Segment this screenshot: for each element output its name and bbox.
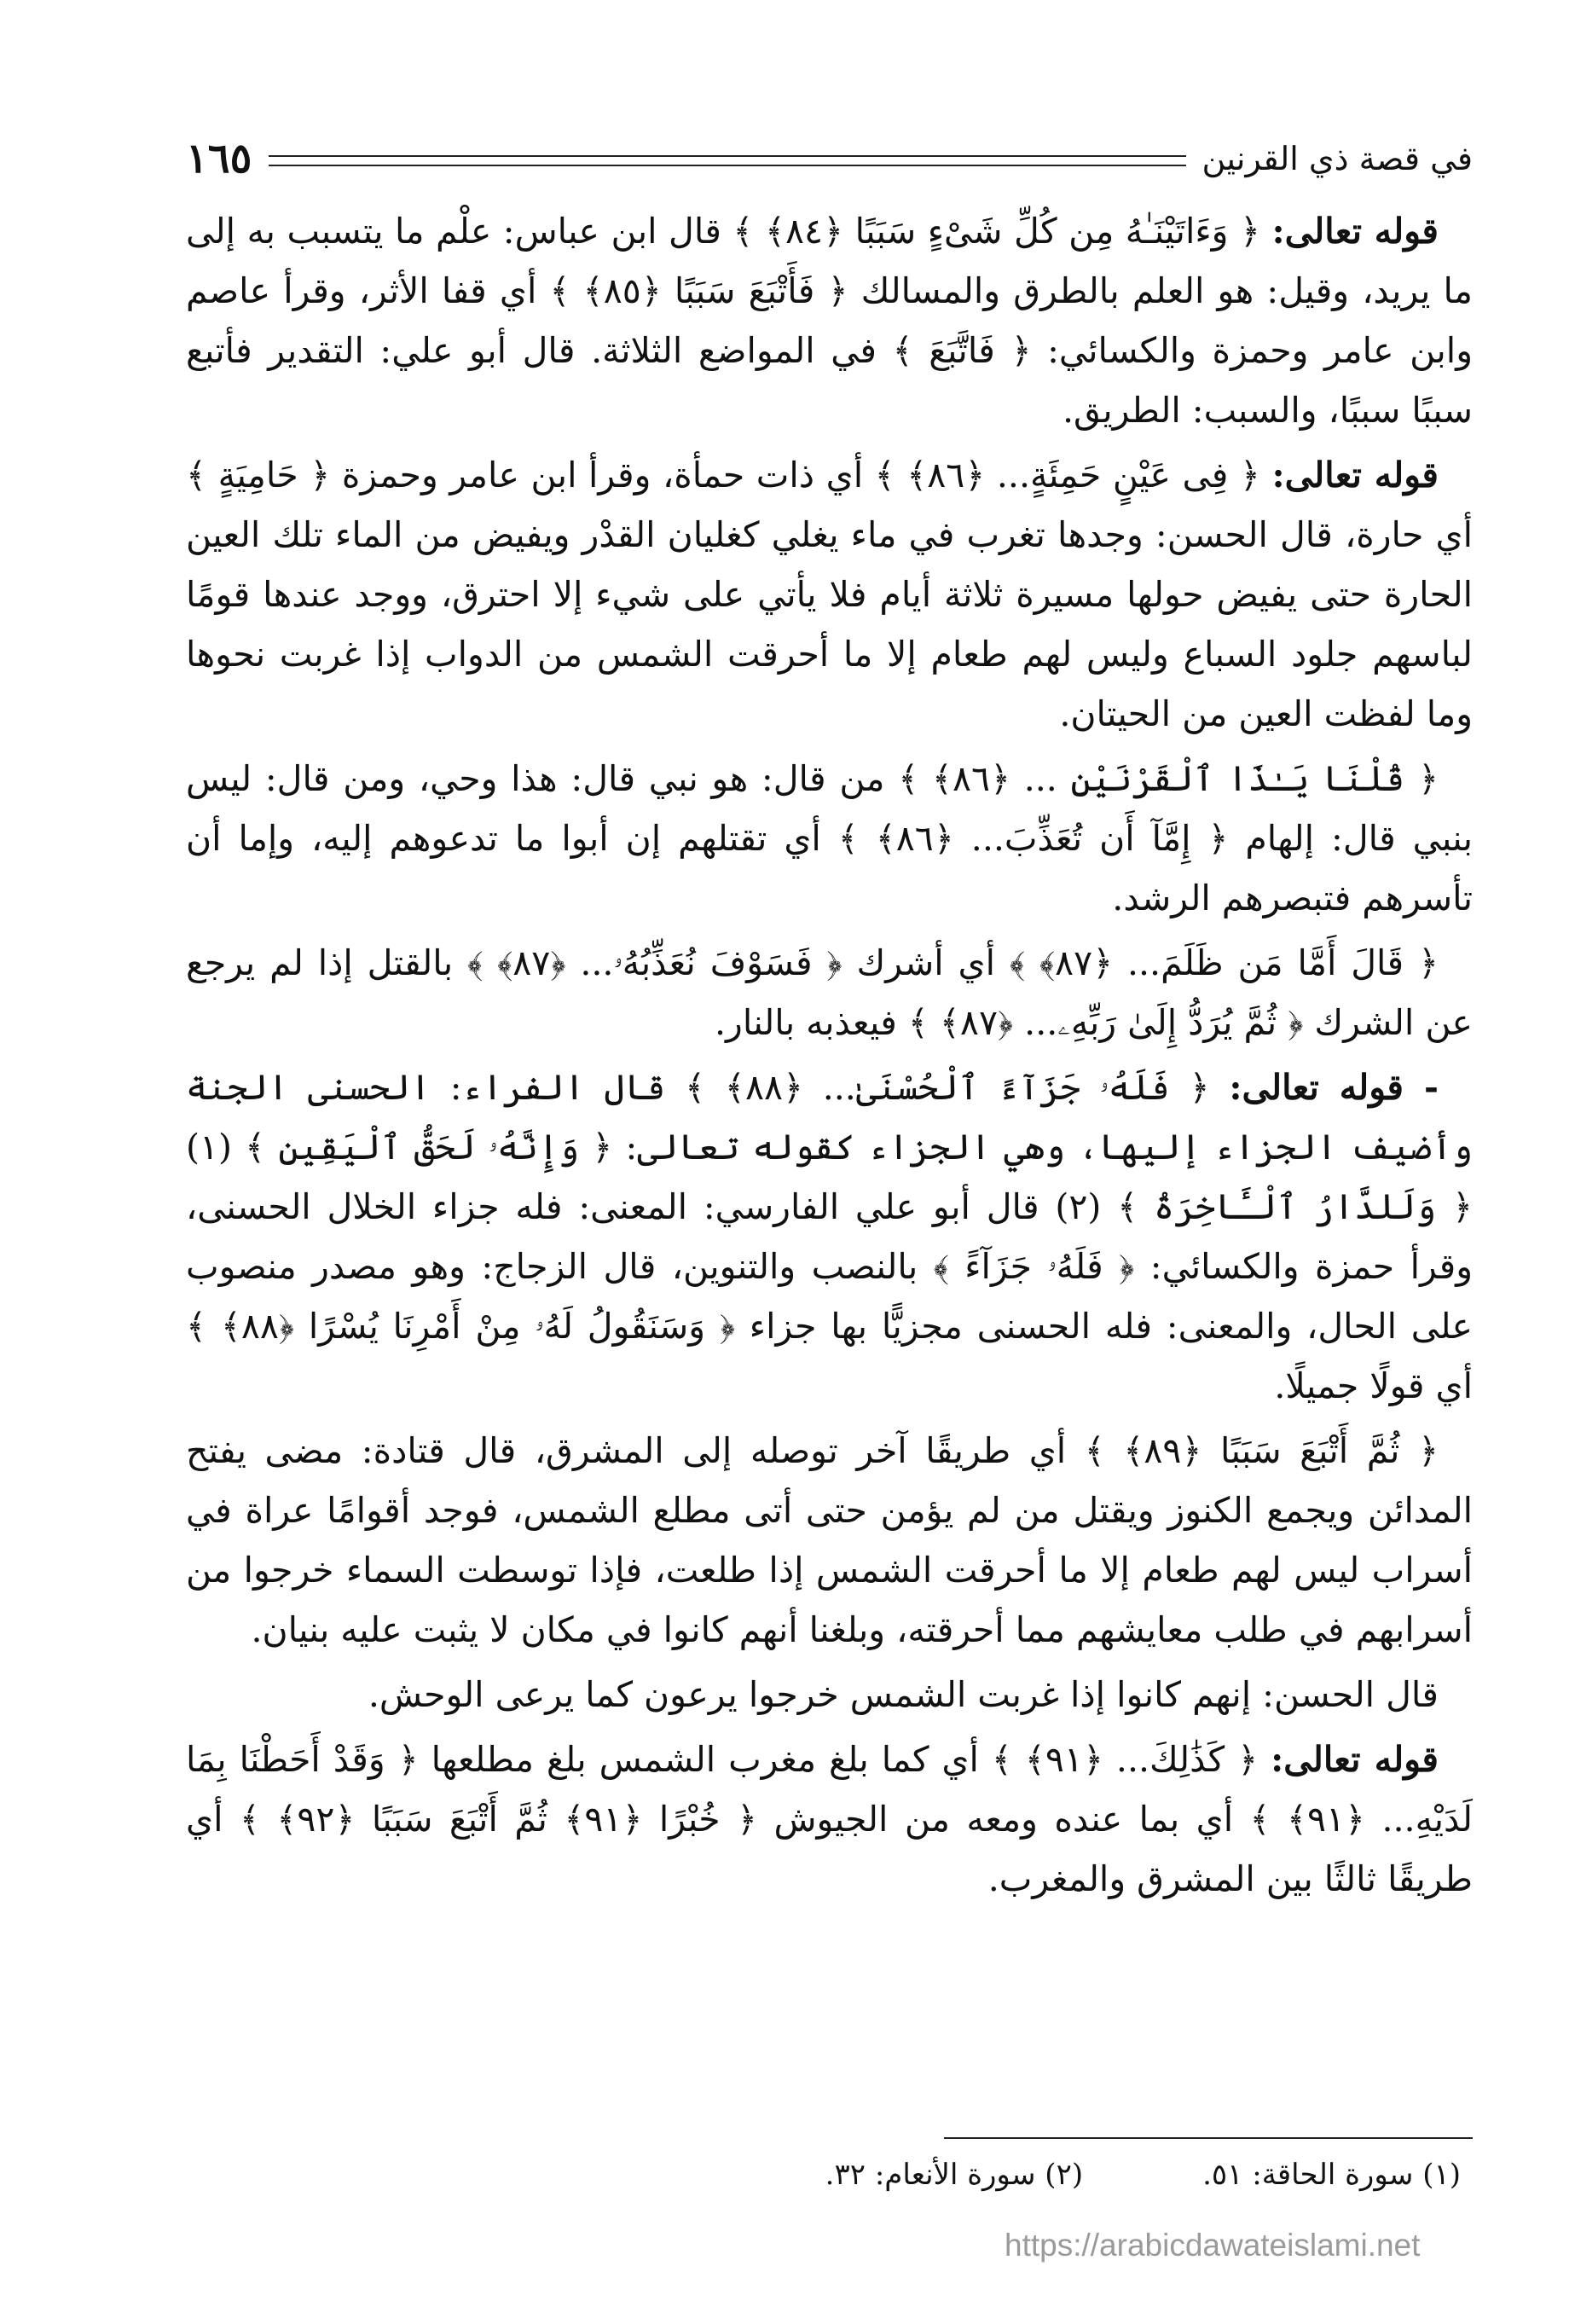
watermark-url: https://arabicdawateislami.net (1005, 2228, 1421, 2263)
footnotes (186, 2158, 1473, 2192)
page-header (186, 133, 1473, 184)
paragraph-text: ﴿ قُلْنَا يَـٰذَا ٱلْقَرْنَيْنِ ... ﴿٨٦﴾ ﴾ من قال: هو نبي قال: هذا وحي، ومن قال: ليس بنبي قال: إلهام ﴿ إِمَّآ أَن تُعَذِّبَ... ﴿٨٦﴾ ﴾ أي تقتلهم إن أبوا ما تدعوهم إليه، وإما أن تأسرهم فتبصرهم الرشد. (186, 758, 1473, 919)
chapter-title: في قصة ذي القرنين (1202, 140, 1473, 177)
paragraph-text: ﴿ فِى عَيْنٍ حَمِئَةٍ... ﴿٨٦﴾ ﴾ أي ذات حمأة، وقرأ ابن عامر وحمزة ﴿ حَامِيَةٍ ﴾ أي حارة، قال الحسن: وجدها تغرب في ماء يغلي كغليان القدْر ويفيض من الماء تلك العين الحارة حتى يفيض حولها مسيرة ثلاثة أيام فلا يأتي على شيء إلا احترق، ووجد عندها قومًا لباسهم جلود السباع وليس لهم طعام إلا ما أحرقت الشمس من الدواب إذا غربت نحوها وما لفظت العين من الحيتان. (186, 455, 1473, 734)
paragraph-lead: قوله تعالى: (1271, 1739, 1439, 1780)
paragraph (186, 1730, 1473, 1909)
paragraph (186, 749, 1473, 928)
paragraph-text: ﴿ ثُمَّ أَتْبَعَ سَبَبًا ﴿٨٩﴾ ﴾ أي طريقًا آخر توصله إلى المشرق، قال قتادة: مضى يفتح المدائن ويجمع الكنوز ويقتل من لم يؤمن حتى أتى مطلع الشمس، فوجد أقوامًا عراة في أسراب ليس لهم طعام إلا ما أحرقت الشمس إذا طلعت، فإذا توسطت السماء خرجوا من أسرابهم في طلب معايشهم مما أحرقته، وبلغنا أنهم كانوا في مكان لا يثبت عليه بنيان. (186, 1430, 1473, 1650)
paragraph (186, 933, 1473, 1052)
paragraph-text: ﴿ وَءَاتَيْنَـٰهُ مِن كُلِّ شَىْءٍ سَبَبًا ﴿٨٤﴾ ﴾ قال ابن عباس: علْم ما يتسبب به إلى ما يريد، وقيل: هو العلم بالطرق والمسالك ﴿ فَأَتْبَعَ سَبَبًا ﴿٨٥﴾ ﴾ أي قفا الأثر، وقرأ عاصم وابن عامر وحمزة والكسائي: ﴿ فَاتَّبَعَ ﴾ في المواضع الثلاثة. قال أبو علي: التقدير فأتبع سببًا سببًا، والسبب: الطريق. (186, 211, 1473, 431)
paragraph (186, 445, 1473, 744)
paragraph (186, 1058, 1473, 1416)
paragraph-text: ﴿ قَالَ أَمَّا مَن ظَلَمَ... ﴿٨٧﴾ ﴾ أي أشرك ﴿ فَسَوْفَ نُعَذِّبُهُۥ... ﴿٨٧﴾ ﴾ بالقتل إذا لم يرجع عن الشرك ﴿ ثُمَّ يُرَدُّ إِلَىٰ رَبِّهِۦ... ﴿٨٧﴾ ﴾ فيعذبه بالنار. (186, 942, 1473, 1043)
footnote-1: (١) سورة الحاقة: ٥١. (1202, 2158, 1461, 2192)
paragraph (186, 201, 1473, 440)
paragraph (186, 1665, 1473, 1724)
paragraph-text: ﴿ فَلَهُۥ جَزَآءً ٱلْحُسْنَىٰ... ﴿٨٨﴾ ﴾ قال الفراء: الحسنى الجنة وأضيف الجزاء إليها، وهي الجزاء كقوله تعالى: ﴿ وَإِنَّهُۥ لَحَقُّ ٱلْيَقِينِ ﴾ (١) ﴿ وَلَلدَّارُ ٱلْـَٔاخِرَةُ ﴾ (٢) قال أبو علي الفارسي: المعنى: فله جزاء الخلال الحسنى، وقرأ حمزة والكسائي: ﴿ فَلَهُۥ جَزَآءً ﴾ بالنصب والتنوين، قال الزجاج: وهو مصدر منصوب على الحال، والمعنى: فله الحسنى مجزيًّا بها جزاء ﴿ وَسَنَقُولُ لَهُۥ مِنْ أَمْرِنَا يُسْرًا ﴿٨٨﴾ ﴾ أي قولًا جميلًا. (186, 1067, 1473, 1406)
footnote-rule (944, 2137, 1473, 2139)
paragraph-text: ﴿ كَذَٰلِكَ... ﴿٩١﴾ ﴾ أي كما بلغ مغرب الشمس بلغ مطلعها ﴿ وَقَدْ أَحَطْنَا بِمَا لَدَيْهِ... ﴿٩١﴾ ﴾ أي بما عنده ومعه من الجيوش ﴿ خُبْرًا ﴿٩١﴾ ثُمَّ أَتْبَعَ سَبَبًا ﴿٩٢﴾ ﴾ أي طريقًا ثالثًا بين المشرق والمغرب. (186, 1739, 1473, 1899)
paragraph-lead: قوله تعالى: (1271, 211, 1439, 252)
paragraph-lead: قوله تعالى: (1271, 455, 1439, 496)
page-body (186, 201, 1473, 1914)
paragraph-lead: - قوله تعالى: (1229, 1067, 1439, 1108)
page-number: ١٦٥ (186, 135, 252, 183)
header-rule (269, 155, 1186, 166)
paragraph-text: قال الحسن: إنهم كانوا إذا غربت الشمس خرجوا يرعون كما يرعى الوحش. (368, 1674, 1439, 1715)
footnote-2: (٢) سورة الأنعام: ٣٢. (825, 2158, 1084, 2192)
paragraph (186, 1421, 1473, 1660)
